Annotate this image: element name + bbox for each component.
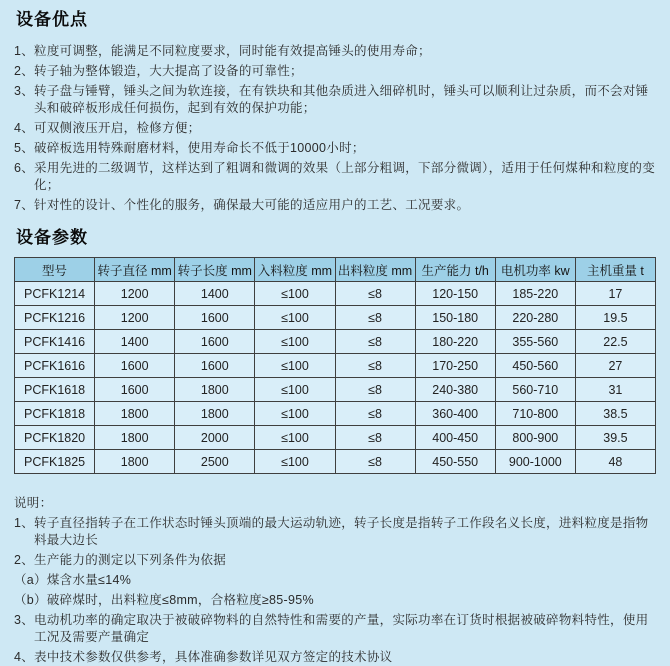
table-row [15, 330, 656, 354]
model-cell: PCFK1820 [15, 426, 95, 450]
parameters-table-body [15, 282, 656, 474]
value-cell: 27 [575, 354, 655, 378]
value-cell: ≤8 [335, 402, 415, 426]
table-row [15, 450, 656, 474]
value-cell: 360-400 [415, 402, 495, 426]
value-cell: 450-550 [415, 450, 495, 474]
table-row [15, 378, 656, 402]
advantage-item: 1、粒度可调整，能满足不同粒度要求，同时能有效提高锤头的使用寿命； [14, 44, 431, 58]
value-cell: 2500 [175, 450, 255, 474]
value-cell: 1600 [95, 354, 175, 378]
note-item: 4、表中技术参数仅供参考，具体准确参数详见双方签定的技术协议 [14, 650, 393, 664]
notes-title: 说明： [14, 496, 53, 510]
column-header: 生产能力 t/h [415, 258, 495, 282]
model-cell: PCFK1616 [15, 354, 95, 378]
column-header: 转子长度 mm [175, 258, 255, 282]
model-cell: PCFK1825 [15, 450, 95, 474]
value-cell: 17 [575, 282, 655, 306]
value-cell: ≤100 [255, 306, 335, 330]
value-cell: ≤8 [335, 282, 415, 306]
advantage-item: 7、针对性的设计、个性化的服务，确保最大可能的适应用户的工艺、工况要求。 [14, 198, 470, 212]
table-row [15, 282, 656, 306]
notes-list [14, 515, 656, 666]
value-cell: 1400 [175, 282, 255, 306]
value-cell: 22.5 [575, 330, 655, 354]
advantage-item: 5、破碎板选用特殊耐磨材料，使用寿命长不低于10000小时； [14, 141, 365, 155]
value-cell: 1600 [175, 354, 255, 378]
parameters-section-title: 设备参数 [16, 228, 88, 247]
value-cell: 31 [575, 378, 655, 402]
parameters-table-head [15, 258, 656, 282]
value-cell: 1800 [95, 426, 175, 450]
advantage-item: 4、可双侧液压开启，检修方便； [14, 121, 201, 135]
note-item: （a）煤含水量≤14% [14, 573, 132, 587]
note-item: 3、电动机功率的确定取决于被破碎物料的自然特性和需要的产量，实际功率在订货时根据被破碎物料特性，使用工况及需要产量确定 [14, 613, 649, 644]
value-cell: 400-450 [415, 426, 495, 450]
value-cell: 180-220 [415, 330, 495, 354]
advantages-list [14, 43, 656, 214]
value-cell: 19.5 [575, 306, 655, 330]
value-cell: 1600 [95, 378, 175, 402]
table-header-row [15, 258, 656, 282]
parameters-table [14, 257, 656, 474]
advantage-item: 2、转子轴为整体锻造，大大提高了设备的可靠性； [14, 64, 303, 78]
value-cell: 1600 [175, 330, 255, 354]
value-cell: ≤100 [255, 378, 335, 402]
value-cell: 1800 [175, 378, 255, 402]
column-header: 主机重量 t [575, 258, 655, 282]
value-cell: ≤8 [335, 354, 415, 378]
value-cell: ≤8 [335, 378, 415, 402]
value-cell: 1200 [95, 306, 175, 330]
value-cell: 48 [575, 450, 655, 474]
value-cell: 39.5 [575, 426, 655, 450]
value-cell: ≤100 [255, 426, 335, 450]
value-cell: 2000 [175, 426, 255, 450]
value-cell: ≤100 [255, 330, 335, 354]
value-cell: 800-900 [495, 426, 575, 450]
table-row [15, 354, 656, 378]
value-cell: ≤8 [335, 330, 415, 354]
value-cell: 900-1000 [495, 450, 575, 474]
advantage-item: 3、转子盘与锤臂，锤头之间为软连接，在有铁块和其他杂质进入细碎机时，锤头可以顺利让过杂质，而不会对锤头和破碎板形成任何损伤，起到有效的保护功能； [14, 84, 649, 115]
note-item: 2、生产能力的测定以下列条件为依据 [14, 553, 227, 567]
value-cell: ≤8 [335, 306, 415, 330]
column-header: 转子直径 mm [95, 258, 175, 282]
value-cell: 1200 [95, 282, 175, 306]
value-cell: ≤8 [335, 426, 415, 450]
value-cell: ≤100 [255, 402, 335, 426]
value-cell: 185-220 [495, 282, 575, 306]
value-cell: 38.5 [575, 402, 655, 426]
table-row [15, 426, 656, 450]
model-cell: PCFK1618 [15, 378, 95, 402]
value-cell: 220-280 [495, 306, 575, 330]
value-cell: ≤100 [255, 282, 335, 306]
column-header: 出料粒度 mm [335, 258, 415, 282]
advantages-section-title: 设备优点 [16, 10, 88, 29]
value-cell: 710-800 [495, 402, 575, 426]
column-header: 入料粒度 mm [255, 258, 335, 282]
model-cell: PCFK1216 [15, 306, 95, 330]
value-cell: 170-250 [415, 354, 495, 378]
value-cell: ≤100 [255, 354, 335, 378]
model-cell: PCFK1214 [15, 282, 95, 306]
note-item: 1、转子直径指转子在工作状态时锤头顶端的最大运动轨迹，转子长度是指转子工作段名义长度，进料粒度是指物料最大边长 [14, 516, 649, 547]
value-cell: 1800 [95, 450, 175, 474]
value-cell: 1800 [95, 402, 175, 426]
value-cell: 1600 [175, 306, 255, 330]
value-cell: 1400 [95, 330, 175, 354]
value-cell: ≤100 [255, 450, 335, 474]
value-cell: ≤8 [335, 450, 415, 474]
table-row [15, 306, 656, 330]
value-cell: 1800 [175, 402, 255, 426]
value-cell: 560-710 [495, 378, 575, 402]
advantage-item: 6、采用先进的二级调节，这样达到了粗调和微调的效果（上部分粗调，下部分微调），适用于任何煤种和粒度的变化； [14, 161, 656, 192]
column-header: 型号 [15, 258, 95, 282]
note-item: （b）破碎煤时，出料粒度≤8mm，合格粒度≥85-95% [14, 593, 314, 607]
value-cell: 120-150 [415, 282, 495, 306]
model-cell: PCFK1416 [15, 330, 95, 354]
value-cell: 450-560 [495, 354, 575, 378]
column-header: 电机功率 kw [495, 258, 575, 282]
value-cell: 150-180 [415, 306, 495, 330]
model-cell: PCFK1818 [15, 402, 95, 426]
table-row [15, 402, 656, 426]
value-cell: 355-560 [495, 330, 575, 354]
value-cell: 240-380 [415, 378, 495, 402]
